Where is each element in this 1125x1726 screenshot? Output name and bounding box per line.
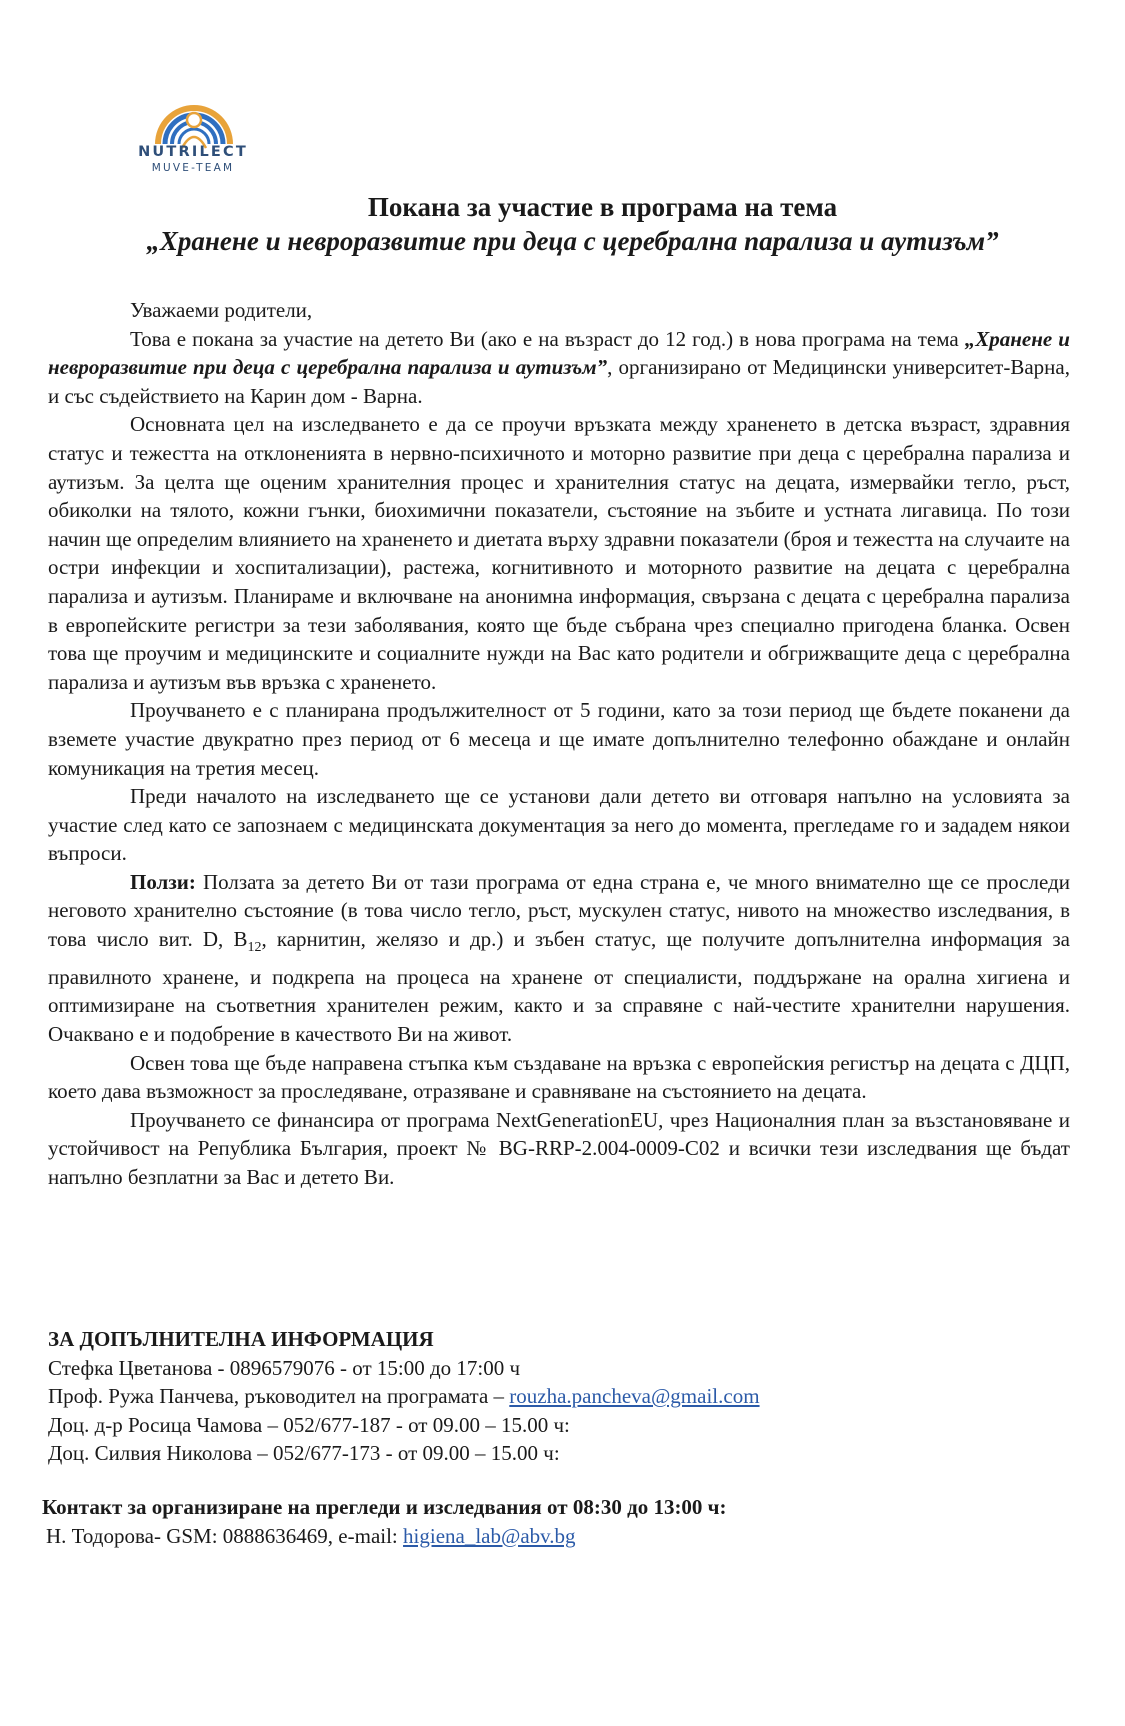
paragraph-goal: Основната цел на изследването е да се проучи връзката между храненето в детска възраст, здравния статус и тежестта на отклоненията в нервно-психичното и моторно развитие при деца с церебрална парализа и аутизъм. За целта ще оценим хранителния процес и хранителния статус на децата, измервайки тегло, ръст, обиколки на тялото, кожни гънки, биохимични показатели, състояние на зъбите и устната лигавица. По този начин ще определим влиянието на храненето и диетата върху здравни показатели (броя и тежестта на случаите на остри инфекции и хоспитализации), растежа, когнитивното и моторното развитие на децата с церебрална парализа и аутизъм. Планираме и включване на анонимна информация, свързана с децата с церебрална парализа в европейските регистри за тези заболявания, която ще бъде събрана чрез специално пригодена бланка. Освен това ще проучим и медицинските и социалните нужди на Вас като родители и обгрижващите деца с церебрална парализа и аутизъм във връзка с храненето. [48, 412, 1070, 694]
paragraph-eligibility: Преди началото на изследването ще се установи дали детето ви отговаря напълно на условията за участие след като се запознаем с медицинската документация за него до момента, прегледаме го и зададем някои въпроси. [48, 784, 1070, 866]
paragraph-duration: Проучването е с планирана продължителност от 5 години, като за този период ще бъдете поканени да вземете участие двукратно през период от 6 месеца и ще имате допълнително телефонно обаждане и онлайн комуникация на третия месец. [48, 698, 1070, 780]
info-line: Доц. Силвия Николова – 052/677-173 - от 09.00 – 15.00 ч: [48, 1441, 560, 1466]
email-link[interactable]: rouzha.pancheva@gmail.com [509, 1384, 760, 1409]
greeting: Уважаеми родители, [130, 298, 313, 322]
paragraph-benefits: Ползи: Ползата за детето Ви от тази програма от една страна е, че много внимателно ще се проследи неговото хранително състояние (в това число тегло, ръст, мускулен статус, нивото на множество изследвания, в това число вит. D, $B_{12}$, карнитин, желязо и др.) и зъбен статус, ще получите допълнителна информация за правилното хранене, и подкрепа на процеса на хранене от специалисти, поддържане на орална хигиена и оптимизиране на съответния хранителен режим, както и за справяне с най-честите хранителни нарушения. Очаквано е и подобрение в качеството Ви на живот. [48, 869, 1070, 1047]
logo-name: NUTRILECT [138, 144, 248, 160]
logo-subtitle: MUVE-TEAM [151, 162, 235, 174]
paragraph-invitation: Това е покана за участие на детето Ви (ако е на възраст до 12 год.) в нова програма на тема „Хранене и невроразвитие при деца с церебрална парализа и аутизъм”, организирано от Медицински университет-Варна, и със съдействието на Карин дом - Варна. [48, 326, 1070, 408]
contact-line: Н. Тодорова- GSM: 0888636469, e-mail: higiena_lab@abv.bg [46, 1523, 576, 1548]
benefits-label: Ползи: [130, 869, 196, 894]
rainbow-arches-person-icon [152, 86, 236, 150]
page-title: Покана за участие в програма на тема [367, 192, 838, 222]
page-subtitle: „Хранене и невроразвитие при деца с церебрална парализа и аутизъм” [146, 226, 999, 256]
info-line: Доц. д-р Росица Чамова – 052/677-187 - от 09.00 – 15.00 ч: [48, 1412, 570, 1437]
paragraph-funding: Проучването се финансира от програма NextGenerationEU, чрез Националния план за възстановяване и устойчивост на Република България, проект № BG-RRP-2.004-0009-C02 и всички тези изследвания ще бъдат напълно безплатни за Вас и детето Ви. [48, 1107, 1070, 1189]
letter-body [48, 296, 1070, 1192]
additional-info [48, 1325, 1070, 1468]
paragraph-registry: Освен това ще бъде направена стъпка към създаване на връзка с европейския регистър на децата с ДЦП, което дава възможност за проследяване, отразяване и сравняване на състоянието на децата. [48, 1050, 1070, 1104]
email-link[interactable]: higiena_lab@abv.bg [403, 1523, 576, 1548]
info-line: Стефка Цветанова - 0896579076 - от 15:00 до 17:00 ч [48, 1355, 521, 1380]
info-heading: ЗА ДОПЪЛНИТЕЛНА ИНФОРМАЦИЯ [48, 1327, 434, 1351]
program-name: „Хранене и невроразвитие при деца с церебрална парализа и аутизъм” [48, 326, 1070, 380]
contact-section [42, 1493, 1082, 1550]
contact-heading: Контакт за организиране на прегледи и изследвания от 08:30 до 13:00 ч: [42, 1495, 727, 1519]
info-line: Проф. Ружа Панчева, ръководител на програмата – rouzha.pancheva@gmail.com [48, 1384, 760, 1409]
